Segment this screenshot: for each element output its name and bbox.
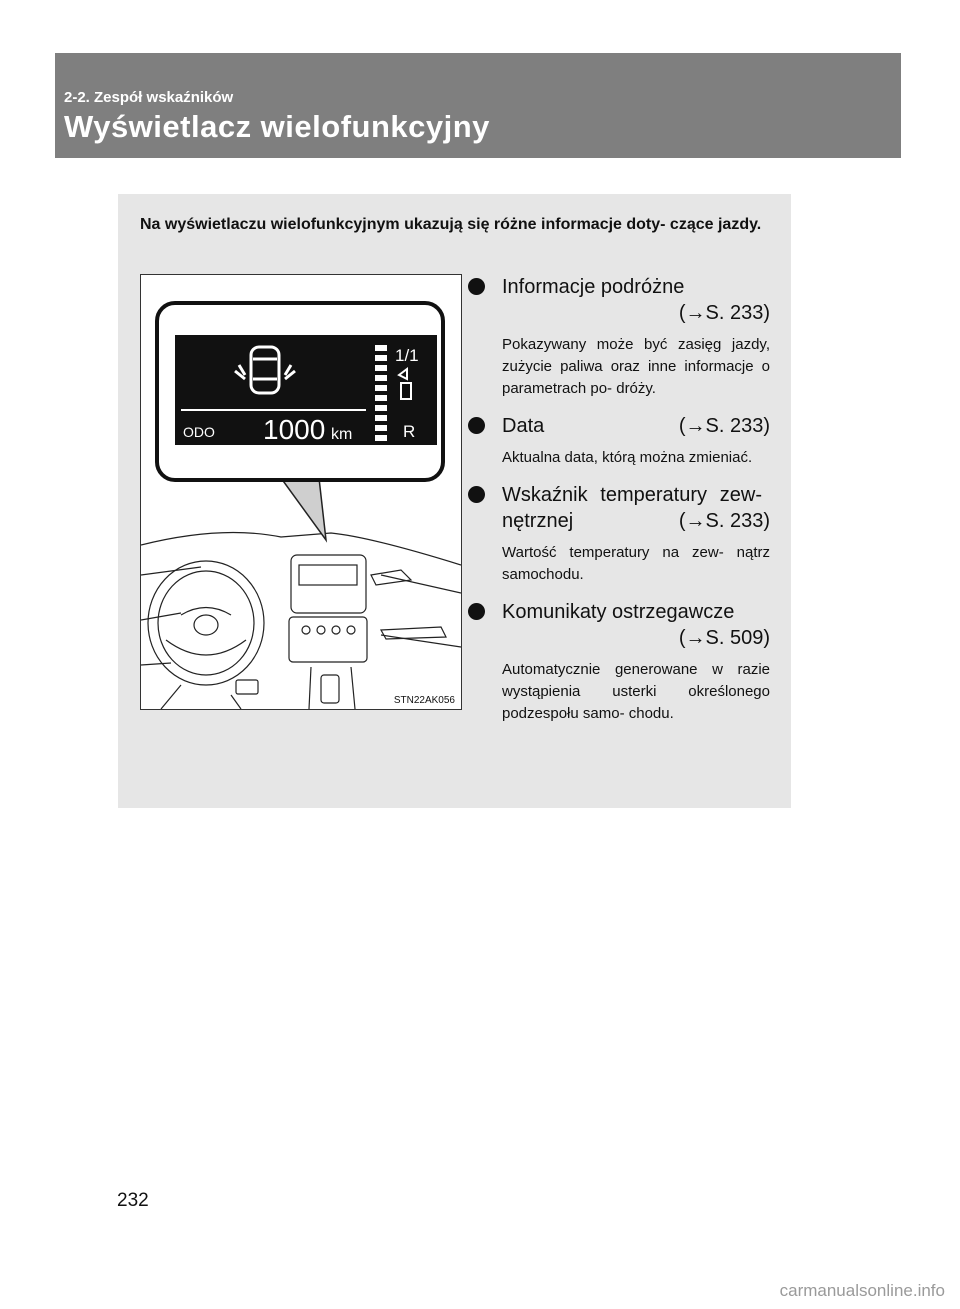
section-label: 2-2. Zespół wskaźników bbox=[64, 89, 234, 106]
intro-text: Na wyświetlaczu wielofunkcyjnym ukazują się różne informacje doty- czące jazdy. bbox=[140, 216, 762, 233]
page-number: 232 bbox=[117, 1190, 149, 1211]
item-title: Komunikaty ostrzegawcze bbox=[502, 601, 735, 623]
info-list bbox=[468, 274, 770, 738]
bullet-icon bbox=[468, 486, 485, 503]
trip-label: 1/1 bbox=[395, 346, 419, 365]
gear-indicator: R bbox=[403, 422, 416, 441]
item-description: Wartość temperatury na zew- nątrz samochodu. bbox=[502, 544, 770, 583]
list-item-trip-info bbox=[468, 274, 770, 400]
page-reference: (→S. 233) bbox=[678, 415, 770, 437]
item-title: Informacje podróżne bbox=[502, 276, 685, 298]
item-title: Data bbox=[502, 415, 545, 437]
dashboard-illustration bbox=[140, 274, 462, 710]
list-item-warning-messages bbox=[468, 599, 770, 725]
item-title-row bbox=[502, 413, 770, 439]
page-reference: (→S. 233) bbox=[678, 510, 770, 532]
page-reference: (→S. 233) bbox=[678, 302, 770, 324]
page-reference: (→S. 509) bbox=[678, 627, 770, 649]
odo-unit: km bbox=[331, 426, 353, 443]
watermark: carmanualsonline.info bbox=[779, 1281, 945, 1300]
bullet-icon bbox=[468, 603, 485, 620]
figure-code: STN22AK056 bbox=[393, 695, 455, 706]
content-panel bbox=[118, 194, 791, 808]
item-description: Pokazywany może być zasięg jazdy, zużycie paliwa oraz inne informacje o parametrach po- dróży. bbox=[502, 336, 770, 397]
list-item-date bbox=[468, 413, 770, 469]
page-title: Wyświetlacz wielofunkcyjny bbox=[64, 109, 490, 144]
dashboard-drawing bbox=[141, 275, 461, 709]
list-item-outside-temperature bbox=[468, 482, 770, 586]
item-description: Automatycznie generowane w razie wystąpienia usterki określonego podzespołu samo- chodu. bbox=[502, 661, 770, 722]
odo-label: ODO bbox=[183, 424, 215, 440]
item-title: Wskaźnik temperatury zew- nętrznej bbox=[502, 484, 762, 532]
odo-value: 1000 bbox=[263, 414, 326, 445]
bullet-icon bbox=[468, 278, 485, 295]
item-description: Aktualna data, którą można zmieniać. bbox=[502, 449, 753, 466]
bullet-icon bbox=[468, 417, 485, 434]
chapter-header bbox=[55, 53, 901, 158]
item-title-row bbox=[502, 482, 770, 534]
